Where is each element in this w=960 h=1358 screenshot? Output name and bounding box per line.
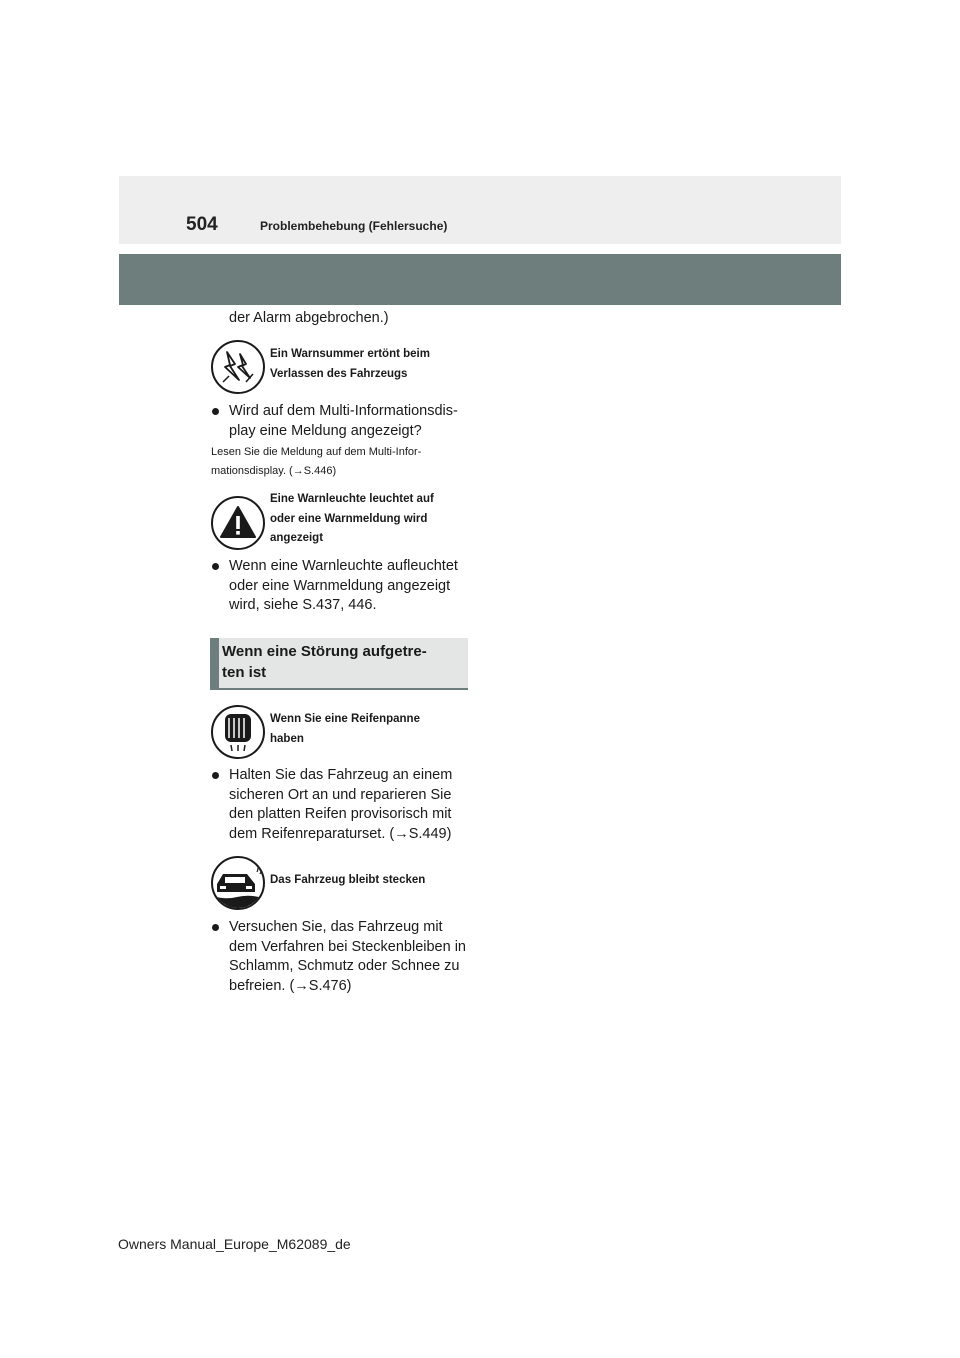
bullet-text-stuck-vehicle: Versuchen Sie, das Fahrzeug mit dem Verfahren bei Steckenbleiben in Schlamm, Schmutz oder Schnee zu befreien. (→S.476) [229, 919, 466, 994]
flat-tire-icon [211, 705, 265, 759]
bullet-dot [212, 772, 219, 779]
warning-triangle-icon [211, 496, 265, 550]
continued-text: der Alarm abgebrochen.) [229, 310, 389, 326]
bullet-dot [212, 563, 219, 570]
item-label-warning-buzzer: Ein Warnsummer ertönt beim Verlassen des Fahrzeugs [270, 348, 430, 380]
warning-buzzer-icon [211, 340, 265, 394]
page-number: 504 [186, 214, 218, 235]
item-label-flat-tire: Wenn Sie eine Reifenpanne haben [270, 713, 420, 745]
subheading-accent [210, 638, 219, 690]
footer: Owners Manual_Europe_M62089_de [118, 1236, 351, 1252]
subheading-text: Wenn eine Störung aufgetre- ten ist [222, 643, 427, 681]
bullet-text-warning-light: Wenn eine Warnleuchte aufleuchtet oder eine Warnmeldung angezeigt wird, siehe S.437, 446. [229, 558, 458, 613]
item-label-warning-light: Eine Warnleuchte leuchtet auf oder eine Warnmeldung wird angezeigt [270, 493, 434, 544]
bullet-dot [212, 924, 219, 931]
stuck-vehicle-icon [211, 856, 265, 910]
subheading [210, 638, 468, 690]
item-label-stuck-vehicle: Das Fahrzeug bleibt stecken [270, 874, 426, 886]
bullet-text-message-display: Wird auf dem Multi-Informationsdis- play eine Meldung angezeigt? [229, 403, 458, 439]
section-bar [119, 254, 841, 305]
header-band [119, 176, 841, 244]
note-text: Lesen Sie die Meldung auf dem Multi-Infor- mationsdisplay. (→S.446) [211, 446, 422, 477]
section-title: Problembehebung (Fehlersuche) [260, 219, 448, 233]
bullet-text-flat-tire: Halten Sie das Fahrzeug an einem sicheren Ort an und reparieren Sie den platten Reifen provisorisch mit dem Reifenreparaturset. (→S.449) [229, 767, 453, 842]
bullet-dot [212, 408, 219, 415]
